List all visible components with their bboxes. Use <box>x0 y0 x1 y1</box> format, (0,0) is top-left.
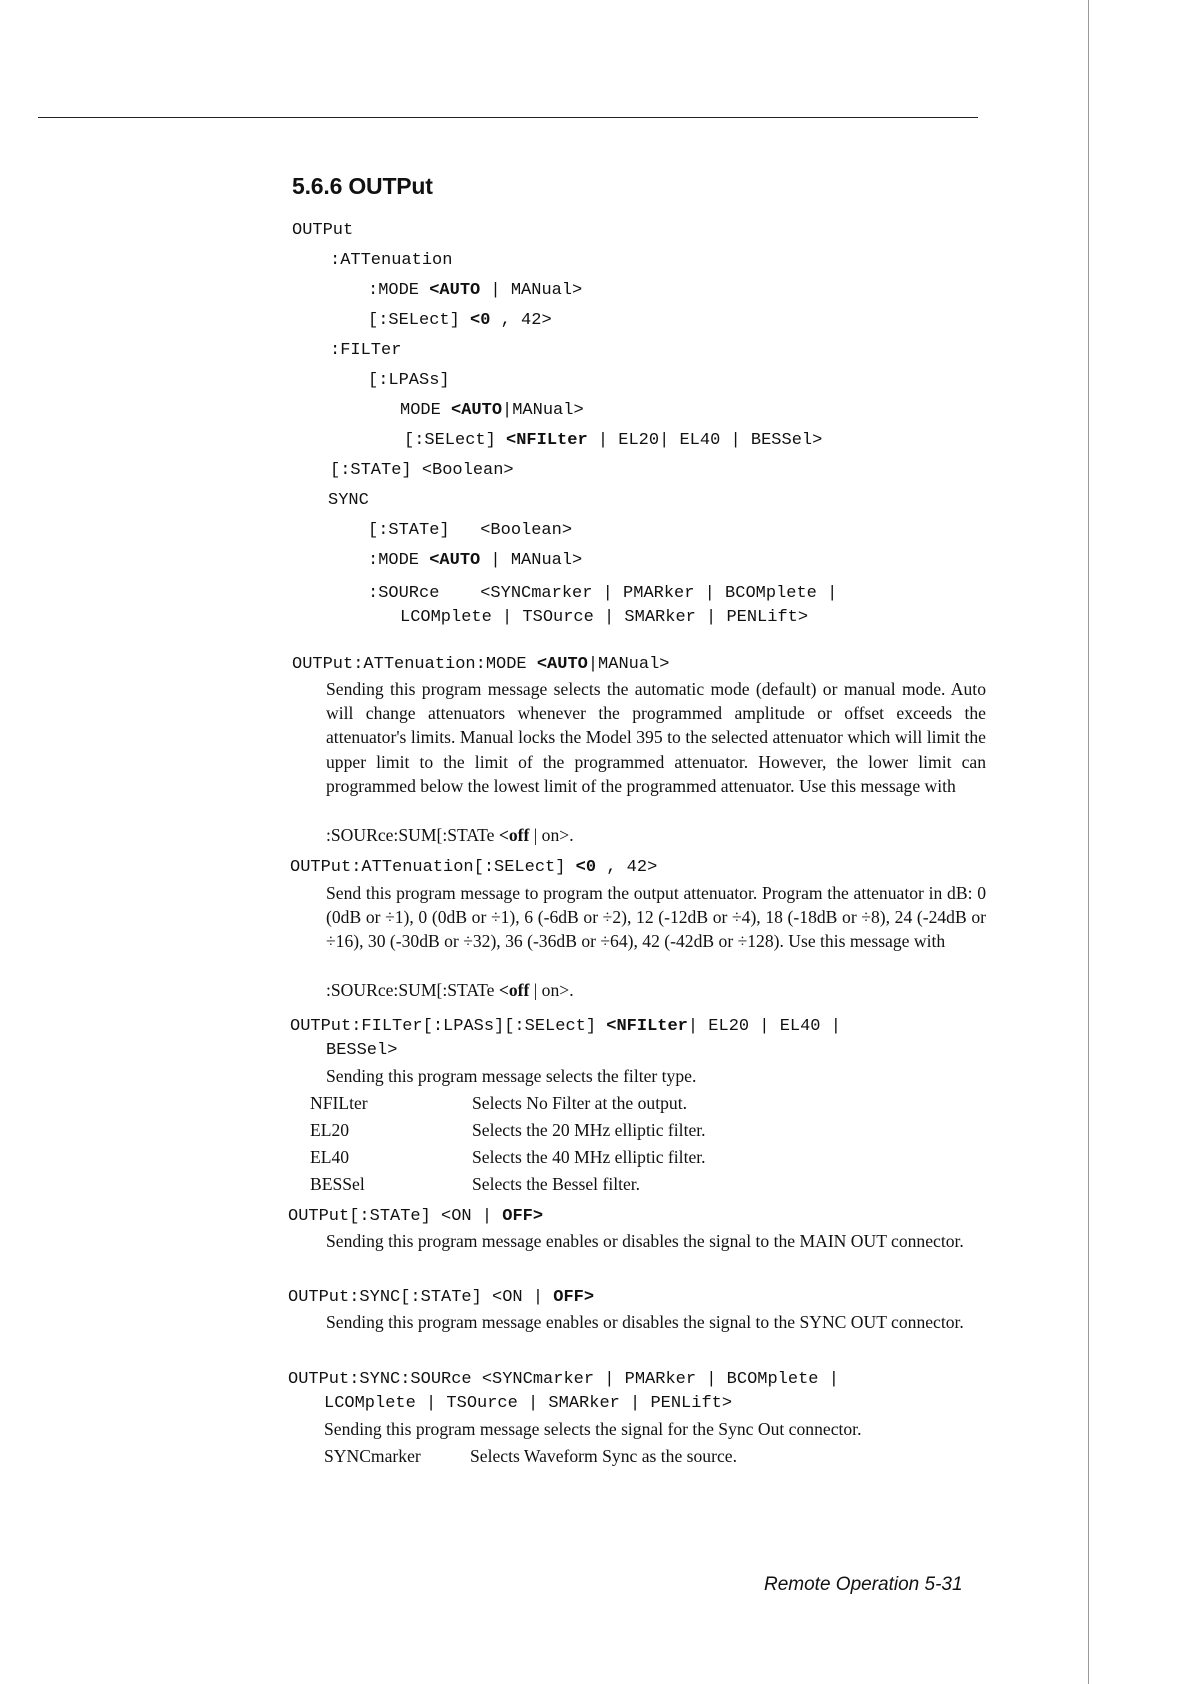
filter-option-key: EL40 <box>310 1147 350 1167</box>
cmd-filter-heading-cont: BESSel> <box>326 1041 398 1060</box>
section-title: 5.6.6 OUTPut <box>292 173 433 199</box>
filter-option-desc: Selects the 20 MHz elliptic filter. <box>472 1120 706 1140</box>
header-rule <box>38 117 978 118</box>
tree-sync-state: [:STATe] <Boolean> <box>368 521 573 540</box>
cmd-atten-mode-heading: OUTPut:ATTenuation:MODE <AUTO|MANual> <box>292 655 670 674</box>
filter-option-desc: Selects the Bessel filter. <box>472 1174 641 1194</box>
tree-sync-mode: :MODE <AUTO | MANual> <box>368 551 583 570</box>
cmd-sync-source-heading: OUTPut:SYNC:SOURce <SYNCmarker | PMARker | BCOMplete | <box>288 1370 839 1389</box>
cmd-sync-state-heading: OUTPut:SYNC[:STATe] <ON | OFF> <box>288 1288 595 1307</box>
filter-option-desc: Selects the 40 MHz elliptic filter. <box>472 1147 706 1167</box>
tree-sync-source-cont: LCOMplete | TSOurce | SMARker | PENLift> <box>400 608 809 627</box>
tree-filter: :FILTer <box>330 341 402 360</box>
cmd-atten-mode-usage: :SOURce:SUM[:STATe <off | on>. <box>326 825 574 845</box>
tree-filter-mode: MODE <AUTO|MANual> <box>400 401 584 420</box>
cmd-sync-source-desc: Sending this program message selects the signal for the Sync Out connector. <box>324 1419 862 1439</box>
filter-option-desc: Selects No Filter at the output. <box>472 1093 687 1113</box>
tree-lpass: [:LPASs] <box>368 371 450 390</box>
cmd-output-state-heading: OUTPut[:STATe] <ON | OFF> <box>288 1207 544 1226</box>
cmd-atten-select-usage: :SOURce:SUM[:STATe <off | on>. <box>326 980 574 1000</box>
tree-sync-source: :SOURce <SYNCmarker | PMARker | BCOMplete | <box>368 584 838 603</box>
sync-option-key: SYNCmarker <box>324 1446 421 1466</box>
page-footer: Remote Operation 5-31 <box>764 1574 963 1595</box>
page-edge-line <box>1088 0 1089 1684</box>
filter-option-key: BESSel <box>310 1174 365 1194</box>
tree-filter-select: [:SELect] <NFILter | EL20| EL40 | BESSel> <box>404 431 823 450</box>
filter-option-key: NFILter <box>310 1093 368 1113</box>
cmd-sync-state-desc: Sending this program message enables or disables the signal to the SYNC OUT connector. <box>326 1312 964 1332</box>
cmd-filter-heading: OUTPut:FILTer[:LPASs][:SELect] <NFILter| EL20 | EL40 | <box>290 1017 841 1036</box>
cmd-filter-desc: Sending this program message selects the filter type. <box>326 1066 697 1086</box>
cmd-atten-select-desc: Send this program message to program the output attenuator. Program the attenuator in dB: 0 (0dB or ÷1), 0 (0dB or ÷1), 6 (-6dB or ÷2), 12 (-12dB or ÷4), 18 (-18dB or ÷8), 24 (-24dB or ÷16), 30 (-30dB or ÷32), 36 (-36dB or ÷64), 42 (-42dB or ÷128). Use this message with <box>326 883 986 952</box>
tree-atten-mode: :MODE <AUTO | MANual> <box>368 281 583 300</box>
tree-root: OUTPut <box>292 221 354 240</box>
filter-option-key: EL20 <box>310 1120 350 1140</box>
tree-attenuation: :ATTenuation <box>330 251 453 270</box>
cmd-atten-select-heading: OUTPut:ATTenuation[:SELect] <0 , 42> <box>290 858 658 877</box>
tree-state: [:STATe] <Boolean> <box>330 461 514 480</box>
tree-sync: SYNC <box>328 491 369 510</box>
cmd-sync-source-heading-cont: LCOMplete | TSOurce | SMARker | PENLift> <box>324 1394 733 1413</box>
sync-option-desc: Selects Waveform Sync as the source. <box>470 1446 737 1466</box>
tree-atten-select: [:SELect] <0 , 42> <box>368 311 552 330</box>
cmd-atten-mode-desc: Sending this program message selects the automatic mode (default) or manual mode. Auto will change attenuators whenever the programmed amplitude or offset exceeds the attenuator's limits. Manual locks the Model 395 to the selected attenuator which will limit the upper limit to the limit of the programmed attenuator. However, the lower limit can programmed below the lowest limit of the programmed attenuator. Use this message with <box>326 679 986 796</box>
cmd-output-state-desc: Sending this program message enables or disables the signal to the MAIN OUT connector. <box>326 1231 964 1251</box>
